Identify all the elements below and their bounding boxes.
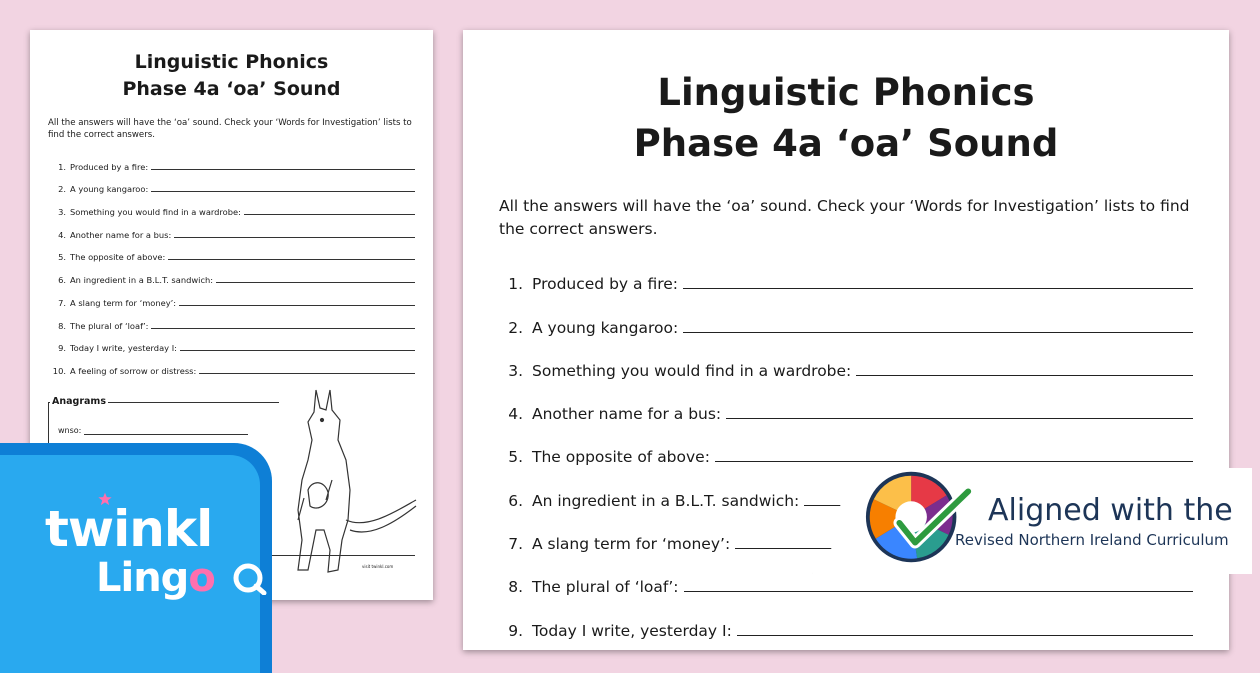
question-item: [52, 217, 415, 240]
question-number: 3.: [508, 361, 523, 380]
question-text: Another name for a bus:: [70, 229, 172, 240]
question-item: [503, 596, 1193, 639]
question-number: 1.: [58, 161, 66, 172]
question-item: [52, 285, 415, 308]
question-text: Today I write, yesterday I:: [70, 343, 177, 354]
question-text: A young kangaroo:: [70, 184, 149, 195]
question-text: The plural of ‘loaf’:: [532, 578, 679, 597]
question-text: A feeling of sorrow or distress:: [70, 365, 197, 376]
question-item: [503, 250, 1193, 293]
question-number: 6.: [508, 491, 523, 510]
answer-line: [737, 634, 1193, 636]
answer-line: [180, 349, 415, 351]
large-question-list: [463, 250, 1229, 640]
question-number: 8.: [508, 578, 523, 597]
answer-line: [684, 590, 1193, 592]
answer-line: [151, 327, 415, 329]
question-item: [52, 262, 415, 285]
lingo-o: o: [188, 555, 215, 601]
anagram-label: wnso:: [58, 426, 82, 435]
answer-line: [199, 372, 415, 374]
answer-line: [726, 417, 1193, 419]
question-text: A young kangaroo:: [532, 318, 679, 337]
question-text: Something you would find in a wardrobe:: [70, 207, 241, 218]
question-text: Something you would find in a wardrobe:: [532, 361, 852, 380]
question-number: 6.: [58, 275, 66, 286]
question-text: A slang term for ‘money’:: [70, 297, 177, 308]
large-title: [463, 67, 1229, 169]
answer-line: [84, 433, 248, 435]
question-item: [52, 308, 415, 331]
question-item: [52, 353, 415, 376]
small-title: [30, 49, 433, 103]
question-number: 9.: [508, 621, 523, 640]
question-item: [52, 194, 415, 217]
question-item: [52, 172, 415, 195]
answer-line: [151, 168, 415, 170]
small-title-line1: Linguistic Phonics: [134, 51, 329, 73]
footer-text: visit twinkl.com: [362, 564, 394, 569]
question-number: 7.: [508, 535, 523, 554]
question-text: The opposite of above:: [532, 448, 710, 467]
question-item: [503, 380, 1193, 423]
question-number: 4.: [508, 405, 523, 424]
question-text: The plural of ‘loaf’:: [70, 320, 149, 331]
speech-bubble-icon: [228, 561, 268, 595]
question-text: Another name for a bus:: [532, 405, 722, 424]
question-item: [503, 337, 1193, 380]
question-item: [503, 423, 1193, 466]
answer-line: [216, 281, 415, 283]
question-text: A slang term for ‘money’:: [532, 535, 731, 554]
question-number: 5.: [508, 448, 523, 467]
question-item: [52, 331, 415, 354]
large-title-line1: Linguistic Phonics: [657, 71, 1035, 114]
anagram-title: Anagrams: [52, 396, 106, 407]
question-text: Produced by a fire:: [70, 161, 149, 172]
small-title-line2: Phase 4a ‘oa’ Sound: [122, 78, 341, 100]
answer-line: [151, 190, 415, 192]
lingo-prefix: Ling: [96, 555, 189, 601]
question-number: 2.: [58, 184, 66, 195]
question-item: [503, 293, 1193, 336]
anagram-row: [58, 426, 248, 435]
question-number: 9.: [58, 343, 66, 354]
small-intro: All the answers will have the ‘oa’ sound. Check your ‘Words for Investigation’ lists to find the correct answers.: [48, 118, 412, 140]
question-text: Produced by a fire:: [532, 275, 678, 294]
answer-line: [244, 213, 415, 215]
answer-line: [856, 374, 1193, 376]
lingo-logo-text: [96, 555, 268, 601]
question-item: [52, 149, 415, 172]
question-number: 10.: [52, 365, 66, 376]
question-text: The opposite of above:: [70, 252, 166, 263]
question-number: 4.: [58, 229, 66, 240]
question-text: Today I write, yesterday I:: [532, 621, 732, 640]
answer-line: [179, 304, 415, 306]
answer-line: [683, 287, 1193, 289]
question-number: 8.: [58, 320, 66, 331]
small-question-list: [30, 149, 433, 376]
question-number: 1.: [508, 275, 523, 294]
question-number: 2.: [508, 318, 523, 337]
answer-line: [174, 236, 415, 238]
answer-line: [683, 331, 1193, 333]
large-intro: All the answers will have the ‘oa’ sound. Check your ‘Words for Investigation’ lists to find the correct answers.: [499, 197, 1190, 238]
question-number: 3.: [58, 207, 66, 218]
question-number: 5.: [58, 252, 66, 263]
kangaroo-illustration: [268, 380, 418, 580]
large-title-line2: Phase 4a ‘oa’ Sound: [633, 122, 1059, 165]
curriculum-check-icon: [862, 458, 980, 576]
twinkl-logo-text: twinkl: [45, 500, 213, 558]
question-text: An ingredient in a B.L.T. sandwich:: [532, 491, 800, 510]
question-text: An ingredient in a B.L.T. sandwich:: [70, 275, 214, 286]
curriculum-line1: Aligned with the: [988, 493, 1233, 528]
question-item: [52, 240, 415, 263]
question-number: 7.: [58, 297, 66, 308]
curriculum-line2: Revised Northern Ireland Curriculum: [955, 531, 1229, 549]
answer-line: [168, 258, 415, 260]
